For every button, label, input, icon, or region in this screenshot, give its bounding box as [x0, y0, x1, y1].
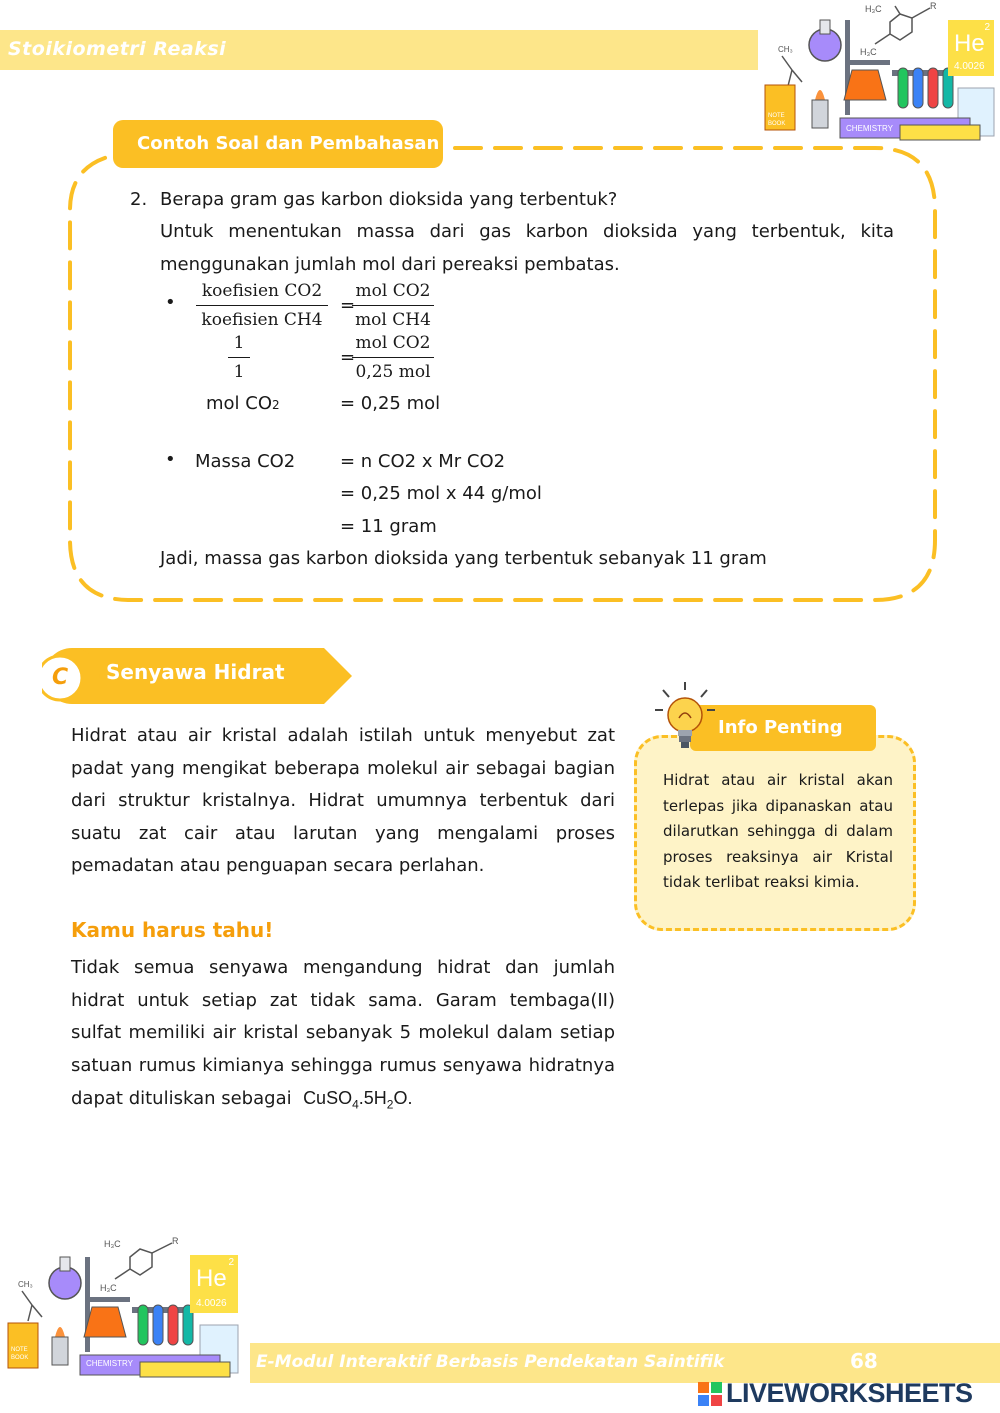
frac-num-one: 1: [228, 333, 250, 358]
hydrate-formula: $CuSO_4.5H_2O$.: [303, 1088, 413, 1112]
conclusion: Jadi, massa gas karbon dioksida yang terbentuk sebanyak 11 gram: [160, 548, 767, 569]
element-tile-helium: 2 He 4.0026: [948, 20, 994, 76]
footer-text: E-Modul Interaktif Berbasis Pendekatan Saintifik: [256, 1352, 725, 1372]
svg-text:CH₃: CH₃: [778, 45, 793, 54]
info-text: Hidrat atau air kristal akan terlepas jika dipanaskan atau dilarutkan sehingga di dalam proses reaksinya air Kristal tidak terlibat reaksi kimia.: [663, 771, 893, 891]
frac-den-025-mol: 0,25 mol: [355, 362, 431, 382]
svg-text:H₃C: H₃C: [100, 1283, 117, 1293]
fraction-one: [228, 333, 250, 382]
notebook-label: NOTE BOOK: [768, 113, 786, 127]
fraction-mol: [352, 281, 434, 330]
question-number: 2.: [130, 189, 148, 210]
svg-text:R: R: [172, 1236, 179, 1246]
frac-num-mol-co2-2: mol CO2: [352, 333, 434, 358]
header-title: Stoikiometri Reaksi: [8, 38, 227, 60]
section-letter: C: [52, 665, 69, 690]
section-paragraph-2: Tidak semua senyawa mengandung hidrat dan jumlah hidrat untuk setiap zat tidak sama. Garam tembaga(II) sulfat memiliki air kristal sebanyak 5 molekul dalam setiap satuan rumus kimianya sehingga rumus senyawa hidratnya dapat dituliskan sebagai $CuSO_4.5H_2O$.: [71, 957, 615, 1112]
liveworksheets-brand[interactable]: LIVEWORKSHEETS: [726, 1378, 973, 1408]
svg-text:R: R: [930, 1, 937, 11]
section-paragraph: Hidrat atau air kristal adalah istilah untuk menyebut zat padat yang mengikat beberapa molekul air sebagai bagian dari struktur kristalnya. Hidrat umumnya terbentuk dari suatu zat cair atau larutan yang mengalami proses pemadatan atau penguapan secara perlahan.: [71, 725, 615, 876]
bullet-2: •: [165, 449, 176, 470]
equals-2: =: [340, 347, 356, 368]
section-title: Senyawa Hidrat: [106, 660, 285, 684]
fraction-koefisien: [196, 281, 328, 330]
equals-1: =: [340, 295, 356, 316]
page-number: 68: [850, 1349, 878, 1373]
notebook-label-bottom: NOTE BOOK: [11, 1347, 29, 1361]
massa-line-3: = 11 gram: [340, 516, 437, 537]
massa-label: Massa CO2: [195, 451, 296, 472]
element-tile-helium-bottom: 2 He 4.0026: [190, 1255, 238, 1313]
mol-co2-label: mol CO2: [206, 393, 280, 414]
bullet-1: •: [165, 292, 176, 313]
lightbulb-icon: [655, 680, 715, 756]
fraction-mol-value: [352, 333, 434, 382]
svg-text:CH₃: CH₃: [18, 1280, 33, 1289]
intro-line-1: Untuk menentukan massa dari gas karbon dioksida yang terbentuk, kita: [160, 221, 894, 242]
frac-den-one: 1: [233, 362, 245, 382]
book-label: CHEMISTRY: [846, 124, 893, 133]
svg-text:H₃C: H₃C: [860, 47, 877, 57]
intro-line-2: menggunakan jumlah mol dari pereaksi pembatas.: [160, 254, 620, 275]
frac-den-mol-ch4: mol CH4: [355, 310, 431, 330]
subheading-kamu-harus-tahu: Kamu harus tahu!: [71, 918, 274, 942]
liveworksheets-logo-icon: [698, 1382, 722, 1406]
example-heading: Contoh Soal dan Pembahasan: [113, 120, 443, 168]
massa-line-1: = n CO2 x Mr CO2: [340, 451, 506, 472]
massa-line-2: = 0,25 mol x 44 g/mol: [340, 483, 542, 504]
frac-num-mol-co2: mol CO2: [352, 281, 434, 306]
frac-den-koefisien-ch4: koefisien CH4: [201, 310, 323, 330]
question-text: Berapa gram gas karbon dioksida yang terbentuk?: [160, 189, 618, 210]
frac-num-koefisien-co2: koefisien CO2: [196, 281, 328, 306]
svg-text:H₃C: H₃C: [104, 1239, 121, 1249]
mol-co2-value: = 0,25 mol: [340, 393, 441, 414]
book-label-bottom: CHEMISTRY: [86, 1359, 133, 1368]
info-heading: Info Penting: [690, 705, 876, 751]
svg-text:H₃C: H₃C: [865, 4, 882, 14]
